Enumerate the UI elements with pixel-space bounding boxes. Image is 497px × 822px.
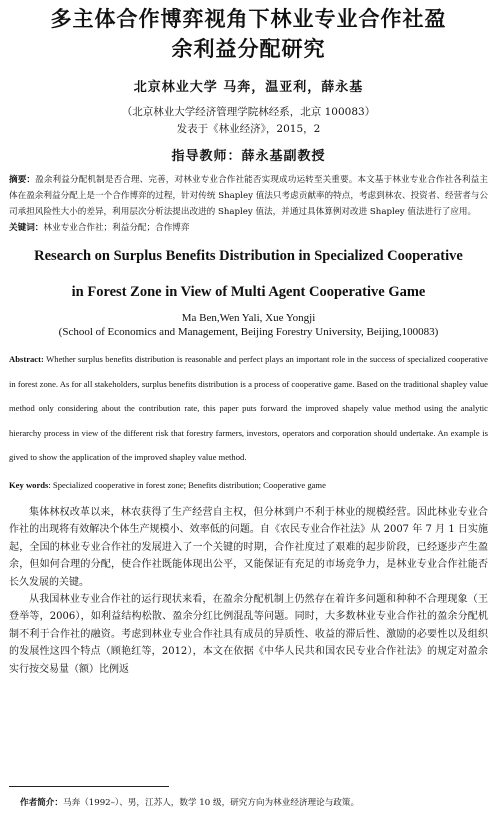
body-paragraph-1: 集体林权改革以来，林农获得了生产经营自主权，但分林到户不利于林业的规模经营。因此林业专业合作社的出现将有效解决个体生产规模小、效率低的问题。自《农民专业合作社法》从 2007 年 7 月 1 日实施起，全国的林业专业合作社的发展进入了一个关键的时期，合作社度过了艰难的起步阶段，已经逐步产生盈余，但如何合理的分配，使合作社既能体现出公平，又能保证有充足的市场竞争力，是林业专业合作社能否长久发展的关键。 [9,506,488,588]
cn-title-line2: 余利益分配研究 [171,37,326,61]
cn-affiliation: （北京林业大学经济管理学院林经系，北京 100083） [121,106,376,118]
cn-title [9,4,488,64]
en-keywords-text: : Specialized cooperative in forest zone; Benefits distribution; Cooperative game [48,479,326,490]
en-keywords-label: Key words [9,479,49,490]
cn-keywords-label: 关键词： [9,223,44,233]
en-authors: Ma Ben,Wen Yali, Xue Yongji [181,312,316,324]
paper-page [0,4,497,822]
cn-authors: 北京林业大学 马奔，温亚利，薛永基 [133,80,364,95]
en-affiliation: (School of Economics and Management, Beijing Forestry University, Beijing,100083) [58,326,439,338]
body-paragraph-2: 从我国林业专业合作社的运行现状来看，在盈余分配机制上仍然存在着许多问题和种种不合理现象（王登举等，2006），如利益结构松散、盈余分红比例混乱等问题。同时，大多数林业专业合作社的盈余分配机制不利于合作社的融资。考虑到林业专业合作社具有成员的异质性、收益的滞后性、激励的必要性以及组织的发展性这四个特点（顾艳红等，2012），本文在依据《中华人民共和国农民专业合作社法》的规定对盈余实行按交易量（额）比例返 [9,594,488,675]
footnote-label: 作者简介： [20,798,63,808]
cn-advisor: 指导教师：薛永基副教授 [171,149,326,164]
footnote-rule [9,786,169,787]
cn-abstract-text: 盈余利益分配机制是否合理、完善，对林业专业合作社能否实现成功运转至关重要。本文基于林业专业合作社各利益主体在盈余利益分配上是一个合作博弈的过程，针对传统 Shapley 值法只考虑贡献率的特点，考虑到林农、投资者、经营者与公司承担风险性大小的差异，利用层次分析法提出改进的 Shapley 值法，并通过具体算例对改进 Shapley 值法进行了应用。 [9,175,488,217]
en-title-line1: Research on Surplus Benefits Distribution in Specialized Cooperative [34,248,463,264]
footnote [20,796,359,808]
footnote-text: 马奔（1992–）、男，江苏人，数学 10 级，研究方向为林业经济理论与政策。 [62,798,360,808]
body-text [9,504,488,678]
cn-abstract-label: 摘要： [9,175,36,185]
cn-keywords-text: 林业专业合作社；利益分配；合作博弈 [43,223,190,233]
en-title-line2: in Forest Zone in View of Multi Agent Cooperative Game [71,284,426,300]
en-title [9,238,488,310]
en-abstract-text: Whether surplus benefits distribution is reasonable and perfect plays an important role in the success of specialized cooperative in forest zone. As for all stakeholders, surplus benefits distribution is a process of cooperative game. Based on the traditional shapley value method only considering about the contribution rate, this paper puts forward the improved shapely value method using the analytic hierarchy process in view of the different risk that forestry farmers, investors, operators and corporation should undertake. An example is gived to show the application of the improved shapley value method. [9,354,488,463]
en-abstract [9,347,488,470]
cn-publication: 发表于《林业经济》，2015，2 [176,123,321,135]
en-abstract-label: Abstract: [9,354,44,364]
cn-abstract [9,172,488,236]
en-keywords [9,478,488,492]
cn-title-line1: 多主体合作博弈视角下林业专业合作社盈 [50,7,447,31]
